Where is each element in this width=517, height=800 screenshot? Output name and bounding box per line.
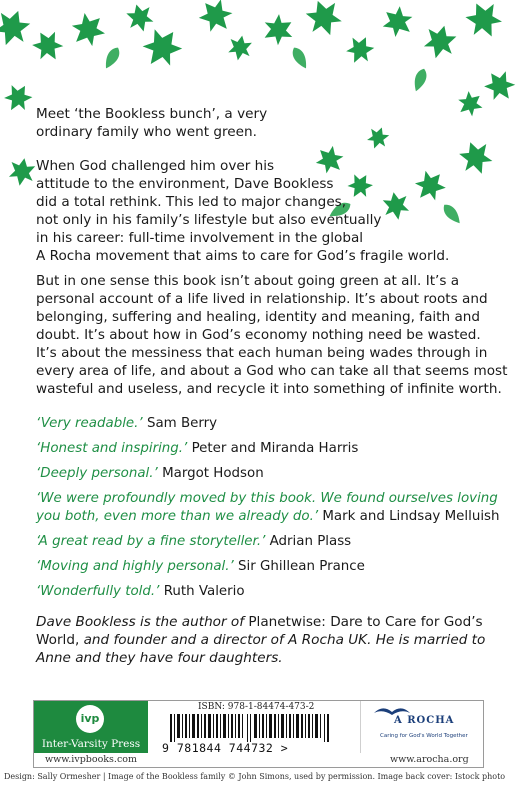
story-paragraph: When God challenged him over his attitude to the environment, Dave Bookless did a total rethink. This led to major changes, not only in his family’s lifestyle but also eventually in his career: full-time involvement in the global A Rocha movement that aims to care for God’s fragile world. bbox=[36, 158, 450, 264]
a-rocha-tagline: Caring for God's World Together bbox=[380, 733, 468, 739]
a-rocha-logo: A ROCHA bbox=[394, 715, 455, 726]
barcode-number: 9 781844 744732 > bbox=[162, 741, 289, 755]
endorsement: ‘Moving and highly personal.’ Sir Ghillean Prance bbox=[36, 559, 365, 574]
theme-paragraph: But in one sense this book isn’t about going green at all. It’s a personal account of a life lived in relationship. It’s about roots and belonging, suffering and healing, identity and meaning, faith and doubt. It’s about how in God’s economy nothing need be wasted. It’s about the messiness that each human being wades through in every area of life, and about a God who can take all that seems most wasteful and useless, and recycle it into something of infinite worth. bbox=[36, 273, 508, 397]
endorsement: ‘We were profoundly moved by this book. We found ourselves loving you both, even more than we already do.’ Mark and Lindsay Melluish bbox=[36, 491, 500, 524]
endorsement: ‘Honest and inspiring.’ Peter and Miranda Harris bbox=[36, 441, 359, 456]
credits-line: Design: Sally Ormesher | Image of the Bookless family © John Simons, used by permission. Image back cover: Istock photo bbox=[4, 772, 506, 781]
publisher-url: www.ivpbooks.com bbox=[45, 754, 137, 765]
a-rocha-url: www.arocha.org bbox=[390, 754, 469, 765]
author-bio: Dave Bookless is the author of Planetwise: Dare to Care for God’s World, and founder and a director of A Rocha UK. He is married to Anne and they have four daughters. bbox=[36, 614, 486, 666]
endorsement: ‘A great read by a fine storyteller.’ Adrian Plass bbox=[36, 534, 352, 549]
isbn: ISBN: 978-1-84474-473-2 bbox=[198, 702, 315, 712]
intro-paragraph: Meet ‘the Bookless bunch’, a very ordinary family who went green. bbox=[36, 106, 268, 140]
endorsement: ‘Deeply personal.’ Margot Hodson bbox=[36, 466, 264, 481]
barcode-icon bbox=[170, 714, 340, 742]
endorsement: ‘Wonderfully told.’ Ruth Valerio bbox=[36, 584, 245, 599]
ivp-logo: ivp bbox=[76, 705, 104, 733]
endorsement: ‘Very readable.’ Sam Berry bbox=[36, 416, 218, 431]
publisher-name: Inter-Varsity Press bbox=[41, 738, 141, 750]
